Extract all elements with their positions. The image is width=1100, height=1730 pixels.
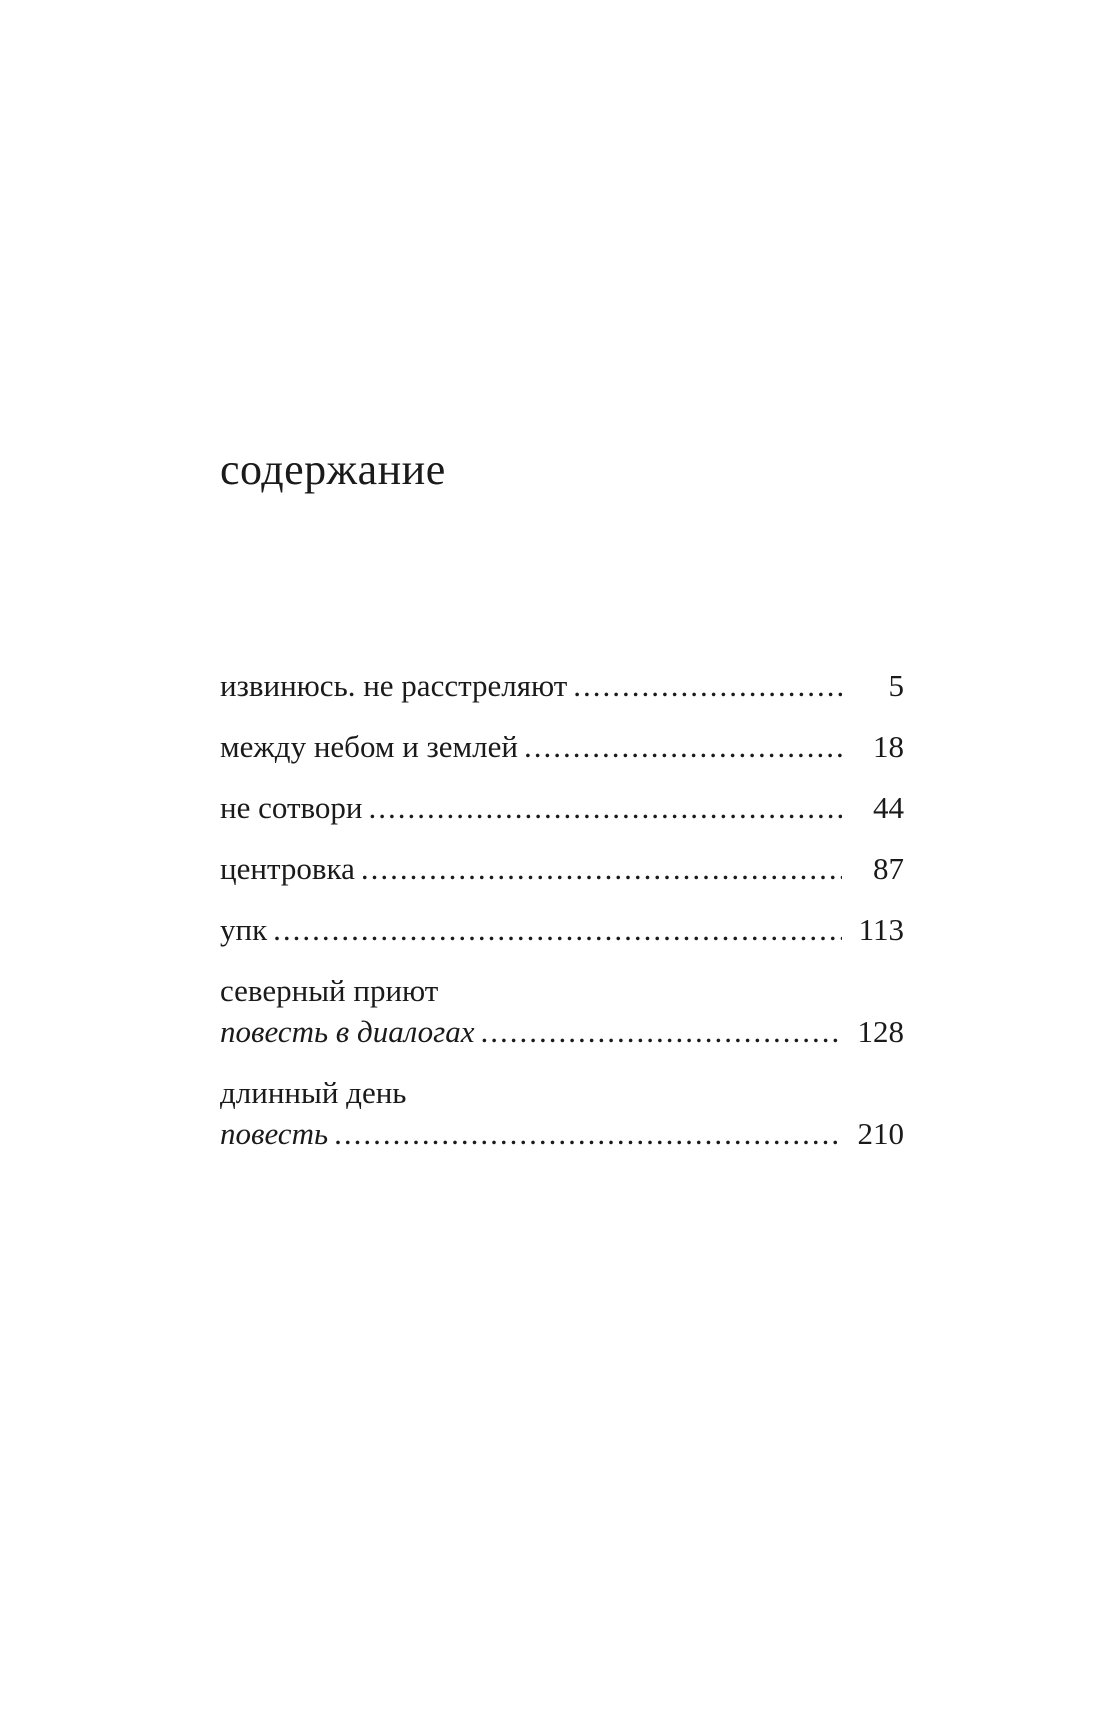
toc-line [220,975,904,1007]
dot-leader [573,670,842,702]
toc-line [220,670,904,702]
toc-entry[interactable] [220,975,904,1048]
toc-entry[interactable] [220,1077,904,1150]
dot-leader [480,1016,842,1048]
toc-line [220,792,904,824]
entry-title: центровка [220,851,355,886]
page-number: 128 [857,1014,904,1049]
entry-title: не сотвори [220,790,363,825]
page-number: 44 [873,790,904,825]
toc-entry[interactable] [220,914,904,946]
page-number: 18 [873,729,904,764]
dot-leader [273,914,842,946]
dot-leader [524,731,842,763]
entry-subtitle: повесть в диалогах [220,1014,475,1049]
page-number: 113 [858,912,904,947]
entry-title: между небом и землей [220,729,518,764]
entry-title: северный приют [220,973,439,1008]
dot-leader [334,1118,842,1150]
toc-line [220,1016,904,1048]
entry-title: упк [220,912,268,947]
dot-leader [361,853,842,885]
toc-line [220,731,904,763]
dot-leader [369,792,842,824]
toc-line [220,1077,904,1109]
toc-entry[interactable] [220,792,904,824]
entry-subtitle: повесть [220,1116,329,1151]
toc-entry[interactable] [220,731,904,763]
toc-line [220,914,904,946]
page-number: 5 [888,668,904,703]
entry-title: длинный день [220,1075,407,1110]
toc-entry[interactable] [220,670,904,702]
toc-line [220,1118,904,1150]
entry-title: извинюсь. не расстреляют [220,668,568,703]
toc-line [220,853,904,885]
table-of-contents [220,670,904,1179]
page-number: 87 [873,851,904,886]
toc-entry[interactable] [220,853,904,885]
page-number: 210 [857,1116,904,1151]
page-title: содержание [220,445,446,494]
